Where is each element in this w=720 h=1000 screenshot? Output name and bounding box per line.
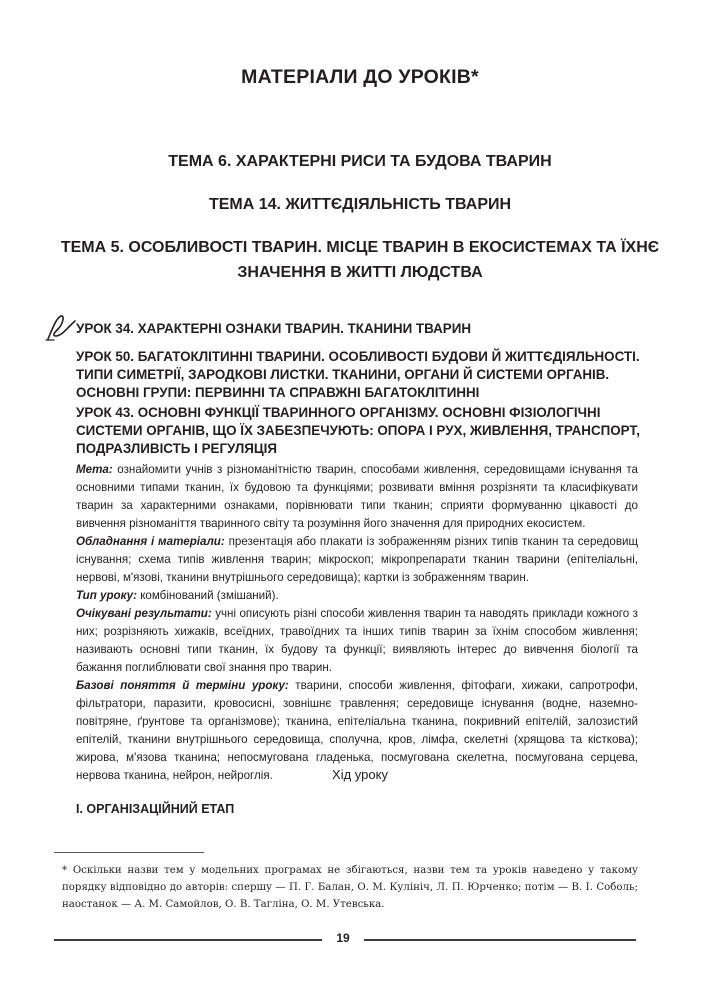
page-number: 19 xyxy=(336,931,350,945)
lesson-heading: УРОК 43. ОСНОВНІ ФУНКЦІЇ ТВАРИННОГО ОРГАНІЗМУ. ОСНОВНІ ФІЗІОЛОГІЧНІ СИСТЕМИ ОРГАНІВ, ЩО ЇХ ЗАБЕЗПЕЧУЮТЬ: ОПОРА І РУХ, ЖИВЛЕННЯ, ТРАНСПОРТ, ПОДРАЗЛИВІСТЬ І РЕГУЛЯЦІЯ xyxy=(76,405,640,456)
term-label: Тип уроку: xyxy=(76,589,137,602)
page-title: МАТЕРІАЛИ ДО УРОКІВ* xyxy=(241,66,479,88)
term-label: Мета: xyxy=(76,463,113,476)
lesson-type-paragraph xyxy=(76,587,638,605)
stage-heading: І. ОРГАНІЗАЦІЙНИЙ ЕТАП xyxy=(76,802,235,816)
paragraph-text: ознайомити учнів з різноманітністю тварин, способами живлення, середовищами існування та основними типами тканин, їх будовою та функціями; розвивати вміння розрізняти та класифікувати тварин за характерними ознаками, порівнювати типи тканин; сприяти формуванню цікавості до вивчення різноманіття тваринного світу та розуміння його значення для природних екосистем. xyxy=(76,463,638,530)
paragraph-text: учні описують різні способи живлення тварин та наводять приклади кожного з них; розрізняють хижаків, всеїдних, травоїдних та інших типів тварин за їхнім способом живлення; називають основні типи тканин, їх будову та функції; виявляють інтерес до вивчення біології та бажання поглиблювати свої знання про тварин. xyxy=(76,607,638,674)
footer-rule xyxy=(54,939,322,941)
lesson-flow-heading: Хід уроку xyxy=(332,767,388,782)
topic-heading: ТЕМА 14. ЖИТТЄДІЯЛЬНІСТЬ ТВАРИН xyxy=(208,196,512,213)
topic-heading: ТЕМА 6. ХАРАКТЕРНІ РИСИ ТА БУДОВА ТВАРИН xyxy=(168,153,552,170)
term-label: Обладнання і матеріали: xyxy=(76,535,225,548)
lesson-heading: УРОК 50. БАГАТОКЛІТИННІ ТВАРИНИ. ОСОБЛИВОСТІ БУДОВИ Й ЖИТТЄДІЯЛЬНОСТІ. ТИПИ СИМЕТРІЇ, ЗАРОДКОВІ ЛИСТКИ. ТКАНИНИ, ОРГАНИ Й СИСТЕМИ ОРГАНІВ. ОСНОВНІ ГРУПИ: ПЕРВИННІ ТА СПРАВЖНІ БАГАТОКЛІТИННІ xyxy=(76,349,640,400)
footer-rule xyxy=(364,939,636,941)
pen-mark-icon xyxy=(44,312,78,342)
footnote-divider xyxy=(54,852,204,853)
footnote: * Оскільки назви тем у модельних програмах не збігаються, назви тем та уроків наведено у такому порядку відповідно до авторів: спершу — П. Г. Балан, О. М. Кулініч, Л. П. Юрченко; потім — В. І. Соболь; наостанок — А. М. Самойлов, О. В. Тагліна, О. М. Утевська. xyxy=(62,865,638,910)
paragraph-text: комбінований (змішаний). xyxy=(136,589,279,602)
expected-results-paragraph xyxy=(76,605,638,677)
paragraph-text: презентація або плакати із зображенням різних типів тканин та середовищ існування; схема типів живлення тварин; мікроскоп; мікропрепарати тканин тварини (епітеліальні, нервові, м'язові, тканини внутрішнього середовища); картки із зображенням тварин. xyxy=(76,535,638,584)
equipment-paragraph xyxy=(76,533,638,587)
paragraph-text: тварини, способи живлення, фітофаги, хижаки, сапротрофи, фільтратори, паразити, кровосисні, зовнішнє травлення; середовище існування (водне, наземно-повітряне, ґрунтове та організмове); тканина, епітеліальна тканина, покривний епітелій, залозистий епітелій, тканини внутрішнього середовища, сполучна, кров, лімфа, скелетні (хрящова та кісткова); жирова, м'язова тканина; непосмугована гладенька, посмугована скелетна, посмугована серцева, нервова тканина, нейрон, нейроглія. xyxy=(76,679,638,782)
lesson-description xyxy=(76,461,638,785)
term-label: Очікувані результати: xyxy=(76,607,212,620)
topic-heading: ТЕМА 5. ОСОБЛИВОСТІ ТВАРИН. МІСЦЕ ТВАРИН В ЕКОСИСТЕМАХ ТА ЇХНЄ ЗНАЧЕННЯ В ЖИТТІ ЛЮДСТВА xyxy=(60,239,660,281)
lesson-heading: УРОК 34. ХАРАКТЕРНІ ОЗНАКИ ТВАРИН. ТКАНИНИ ТВАРИН xyxy=(76,321,472,336)
goal-paragraph xyxy=(76,461,638,533)
term-label: Базові поняття й терміни уроку: xyxy=(76,679,289,692)
